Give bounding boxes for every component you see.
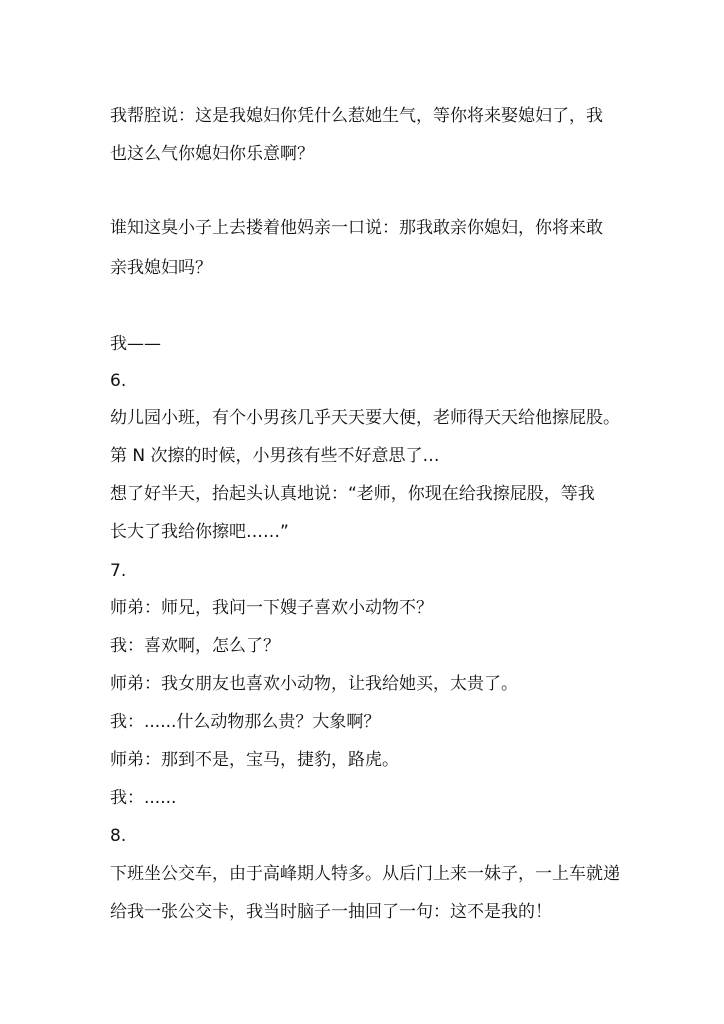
text-line: 我——: [110, 334, 161, 354]
text-line: 师弟：我女朋友也喜欢小动物，让我给她买，太贵了。: [110, 674, 518, 694]
text-line: 也这么气你媳妇你乐意啊？: [110, 144, 314, 164]
text-line: 我：喜欢啊，怎么了？: [110, 636, 280, 656]
text-line: 我帮腔说：这是我媳妇你凭什么惹她生气，等你将来娶媳妇了，我: [110, 106, 603, 126]
text-line: 我：......: [110, 788, 177, 808]
text-line: 长大了我给你擦吧……”: [110, 522, 289, 542]
section-number: 6.: [110, 371, 127, 391]
text-line: 我：......什么动物那么贵？大象啊？: [110, 712, 381, 732]
text-line: 师弟：师兄，我问一下嫂子喜欢小动物不？: [110, 598, 433, 618]
section-number: 7.: [110, 561, 127, 581]
text-line: 幼儿园小班，有个小男孩几乎天天要大便，老师得天天给他擦屁股。: [110, 408, 620, 428]
text-line: 第 N 次擦的时候，小男孩有些不好意思了…: [110, 446, 440, 466]
text-line: 师弟：那到不是，宝马，捷豹，路虎。: [110, 750, 399, 770]
text-line: 亲我媳妇吗？: [110, 258, 212, 278]
text-line: 谁知这臭小子上去搂着他妈亲一口说：那我敢亲你媳妇，你将来敢: [110, 218, 603, 238]
text-line: 下班坐公交车，由于高峰期人特多。从后门上来一妹子，一上车就递: [110, 864, 620, 884]
section-number: 8.: [110, 826, 127, 846]
text-line: 想了好半天，抬起头认真地说：“老师，你现在给我擦屁股，等我: [110, 484, 595, 504]
text-line: 给我一张公交卡，我当时脑子一抽回了一句：这不是我的！: [110, 902, 552, 922]
